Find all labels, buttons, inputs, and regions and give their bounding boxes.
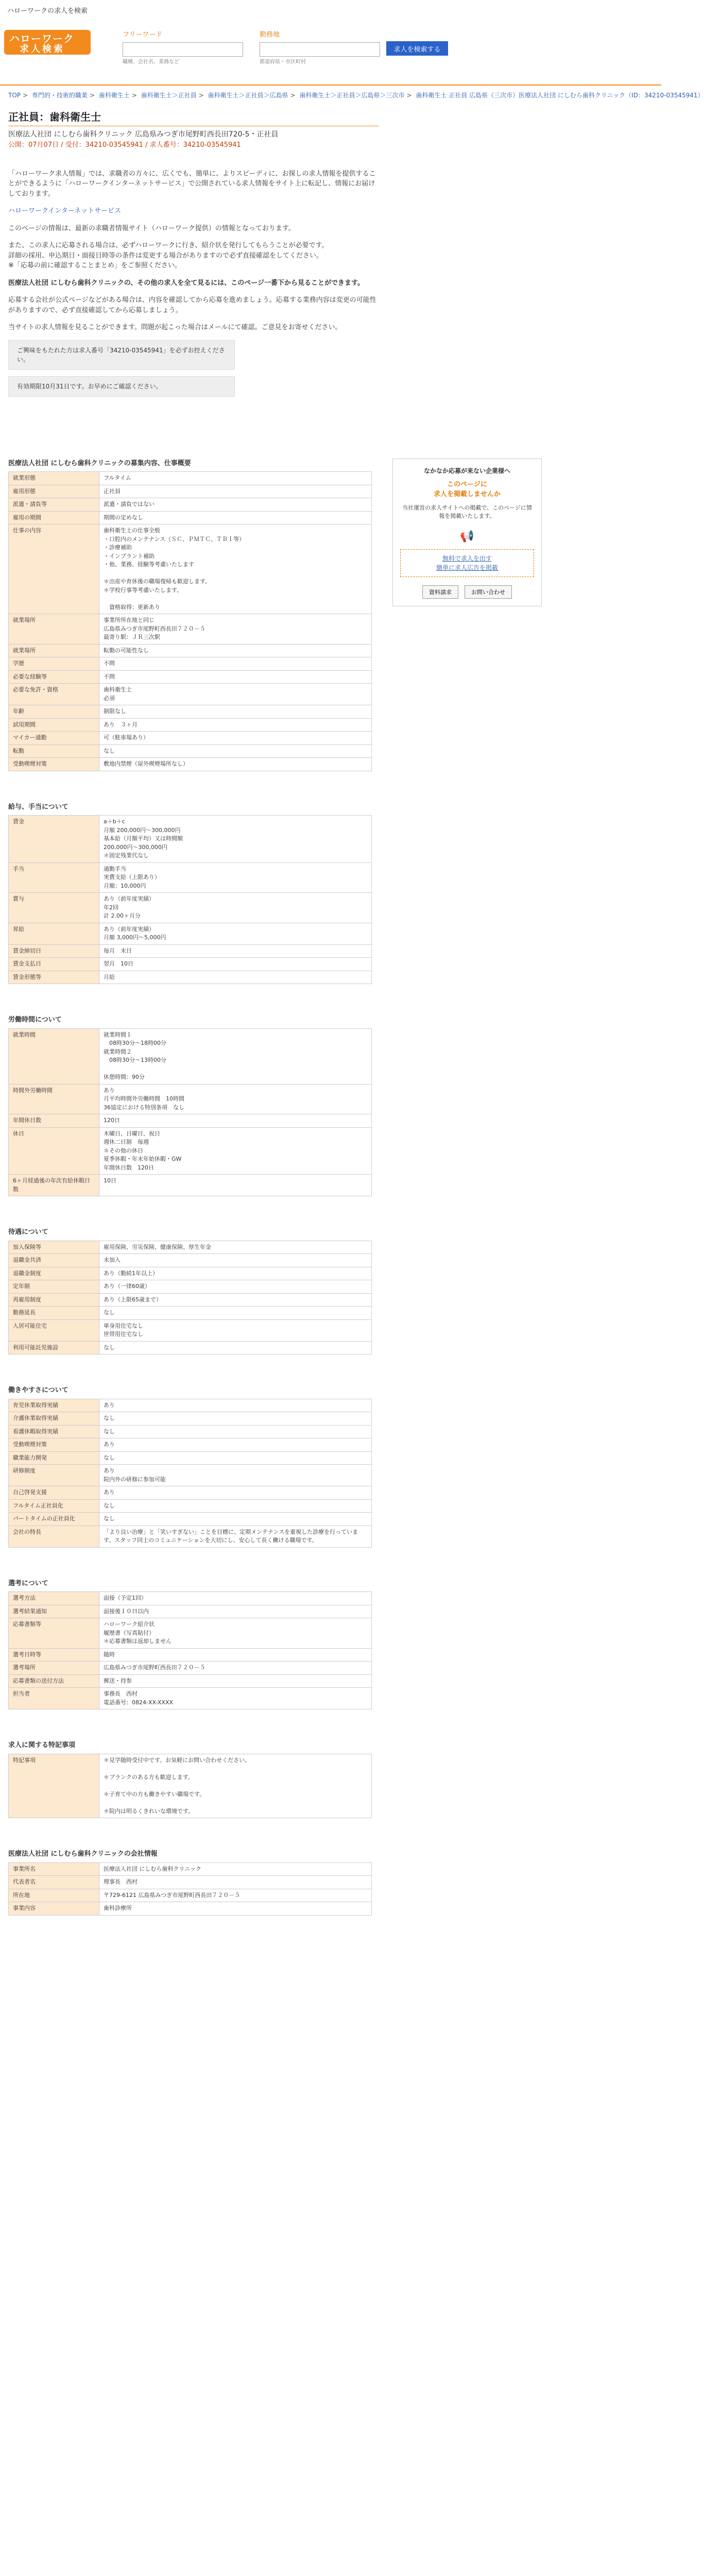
section-hours: [8, 1015, 372, 1196]
site-logo[interactable]: [4, 30, 91, 55]
row-label: 必要な経験等: [9, 670, 99, 684]
row-label: 就業形態: [9, 472, 99, 485]
section-apply: [8, 1579, 372, 1710]
table-row: [9, 485, 372, 498]
row-label: 特記事項: [9, 1754, 99, 1818]
row-value: 歯科衛生士の仕事全般 ・口腔内のメンテナンス（ＳＣ、ＰＭＴＣ、ＴＢＩ等） ・診療補助 ・インプラント補助 ・他、業務、経験等考慮いたします ＊出産や育休後の職場復帰も歓迎します。 ＊学校行事等考慮いたします。 資格取得：更新あり: [99, 524, 372, 614]
row-label: 年齢: [9, 705, 99, 719]
row-label: マイカー通勤: [9, 732, 99, 745]
table-row: [9, 1293, 372, 1307]
table-row: [9, 1175, 372, 1196]
row-label: 選考方法: [9, 1592, 99, 1605]
area-hint: 都道府県・市区町村: [260, 59, 306, 65]
row-value: 面接後１０日以内: [99, 1605, 372, 1618]
table-row: [9, 644, 372, 657]
row-value: 単身用住宅なし 世帯用住宅なし: [99, 1319, 372, 1341]
row-label: 学歴: [9, 657, 99, 671]
row-label: 退職金制度: [9, 1267, 99, 1280]
main-content: [0, 109, 661, 1946]
table-row: [9, 1280, 372, 1294]
section-notes: [8, 1740, 372, 1818]
table-row: [9, 1526, 372, 1547]
row-value: 10日: [99, 1175, 372, 1196]
intro-paragraph: 「ハローワーク求人情報」では、求職者の方々に、広くでも、簡単に、よりスピーディに、お探しの求人情報を提供することができるように「ハローワークインターネットサービス」で公開されている求人情報をサイト上に転記し、情報にお届けしております。: [8, 170, 376, 198]
row-value: ハローワーク紹介状 履歴書（写真貼付） ＊応募書類は返却しません: [99, 1618, 372, 1649]
row-label: 加入保険等: [9, 1241, 99, 1254]
table-row: [9, 705, 372, 719]
row-value: なし: [99, 1425, 372, 1438]
table-row: [9, 944, 372, 958]
row-value: 医療法人社団 にしむら歯科クリニック: [99, 1862, 372, 1876]
row-value: なし: [99, 744, 372, 758]
row-value: なし: [99, 1513, 372, 1526]
row-label: 必要な免許・資格: [9, 684, 99, 705]
row-value: あり: [99, 1486, 372, 1500]
notice-box: 有効期限10月31日です。お早めにご確認ください。: [8, 376, 235, 397]
table-row: [9, 1412, 372, 1426]
row-value: あり 月平均時間外労働時間 10時間 36協定における特別条項 なし: [99, 1084, 372, 1114]
row-label: 受動喫煙対策: [9, 1438, 99, 1452]
row-label: 入居可能住宅: [9, 1319, 99, 1341]
row-value: 派遣・請負ではない: [99, 498, 372, 512]
table-row: [9, 1862, 372, 1876]
table-row: [9, 1114, 372, 1128]
row-value: 広島県みつぎ市尾野町西長田７２０－５: [99, 1662, 372, 1675]
row-label: 所在地: [9, 1889, 99, 1902]
row-value: 就業時間１ 08時30分〜18時00分 就業時間２ 08時30分〜13時00分 休憩時間：90分: [99, 1028, 372, 1084]
row-value: 120日: [99, 1114, 372, 1128]
row-value: 木曜日、日曜日、祝日 週休二日制 毎週 ＊その他の休日 夏季休暇・年末年始休暇・GW 年間休日数 120日: [99, 1127, 372, 1175]
table-row: [9, 1127, 372, 1175]
table-row: [9, 1618, 372, 1649]
row-value: あり ３ヶ月: [99, 718, 372, 732]
row-label: フルタイム正社員化: [9, 1499, 99, 1513]
row-label: 利用可能託児施設: [9, 1341, 99, 1354]
row-label: 手当: [9, 862, 99, 893]
logo-line1: ハローワーク: [9, 32, 74, 45]
row-label: 勤務延長: [9, 1307, 99, 1320]
row-label: 就業時間: [9, 1028, 99, 1084]
table-row: [9, 1319, 372, 1341]
row-value: 転勤の可能性なし: [99, 644, 372, 657]
row-label: 代表者名: [9, 1876, 99, 1889]
keyword-hint: 職種、会社名、業務など: [123, 59, 179, 65]
row-label: 昇給: [9, 923, 99, 944]
row-label: 応募書類の送付方法: [9, 1674, 99, 1688]
row-value: 歯科診療所: [99, 1902, 372, 1916]
row-value: 翌月 10日: [99, 958, 372, 971]
table-row: [9, 1902, 372, 1916]
keyword-field-group: [123, 30, 243, 66]
table-row: [9, 923, 372, 944]
row-label: 事業所名: [9, 1862, 99, 1876]
row-value: a＋b＋c 月額 200,000円〜300,000円 基本給（月額平均）又は時間額 200,000円〜300,000円 ＊固定残業代なし: [99, 816, 372, 863]
row-value: 郵送・持参: [99, 1674, 372, 1688]
row-value: あり（勤続1年以上）: [99, 1267, 372, 1280]
row-value: 事業所所在地と同じ 広島県みつぎ市尾野町西長田７２０－５ 最寄り駅：ＪＲ三次駅: [99, 614, 372, 645]
row-label: 研修制度: [9, 1465, 99, 1486]
row-label: 休日: [9, 1127, 99, 1175]
row-label: 事業内容: [9, 1902, 99, 1916]
table-row: [9, 1754, 372, 1818]
row-value: あり 院内外の研修に参加可能: [99, 1465, 372, 1486]
row-value: なし: [99, 1412, 372, 1426]
search-form: [123, 30, 448, 66]
row-label: 賃金形態等: [9, 971, 99, 984]
table-row: [9, 1307, 372, 1320]
table-row: [9, 744, 372, 758]
row-value: なし: [99, 1341, 372, 1354]
row-label: 試用期間: [9, 718, 99, 732]
table-row: [9, 958, 372, 971]
section-benefits: [8, 1227, 372, 1354]
detail-layout: [8, 459, 653, 1946]
intro-paragraph: 医療法人社団 にしむら歯科クリニックの、その他の求人を全て見るには、このページ一番下から見ることができます。: [8, 279, 364, 287]
row-label: 職業能力開発: [9, 1451, 99, 1465]
row-label: 転勤: [9, 744, 99, 758]
topbar: [0, 0, 661, 23]
row-value: なし: [99, 1307, 372, 1320]
row-value: 可（駐車場あり）: [99, 732, 372, 745]
job-title: 正社員：歯科衛生士: [8, 109, 379, 126]
header: [0, 23, 661, 84]
detail-column: [8, 459, 372, 1946]
row-label: 就業場所: [9, 644, 99, 657]
contact-button[interactable]: お問い合わせ: [465, 585, 512, 599]
notice-box: ご興味をもたれた方は求人番号「34210-03545941」を必ずお控えください。: [8, 340, 235, 370]
sidebar: [392, 459, 542, 1946]
row-label: 定年制: [9, 1280, 99, 1294]
table-row: [9, 1267, 372, 1280]
row-value: 歯科衛生士 必須: [99, 684, 372, 705]
section-title: 給与、手当について: [8, 803, 68, 811]
section-title: 求人に関する特記事項: [8, 1741, 76, 1749]
advertise-headline: このページに: [447, 480, 487, 488]
row-value: 随時: [99, 1648, 372, 1662]
row-label: 選考日時等: [9, 1648, 99, 1662]
advertise-headline: 求人を掲載しませんか: [433, 490, 501, 498]
row-label: 雇用の期間: [9, 511, 99, 524]
section-title: 待遇について: [8, 1228, 48, 1236]
apply-table: [8, 1591, 372, 1709]
row-value: あり: [99, 1399, 372, 1412]
table-row: [9, 893, 372, 923]
row-value: 通勤手当 実費支給（上限あり） 月額：10,000円: [99, 862, 372, 893]
row-label: 時間外労働時間: [9, 1084, 99, 1114]
row-label: 再雇用制度: [9, 1293, 99, 1307]
request-docs-button[interactable]: 資料請求: [422, 585, 458, 599]
row-label: 自己啓発支援: [9, 1486, 99, 1500]
section-title: 医療法人社団 にしむら歯科クリニックの会社情報: [8, 1850, 158, 1858]
row-label: 就業場所: [9, 614, 99, 645]
breadcrumb: TOP > 専門的・技術的職業 > 歯科衛生士 > 歯科衛生士＞正社員 > 歯科衛生士＞正社員＞広島県 > 歯科衛生士＞正社員＞広島県＞三次市 > 歯科衛生士 正社員 広島県（三次市）医療法人社団 にしむら歯科クリニック（ID：34210-03545941）: [8, 92, 704, 99]
company-line: 医療法人社団 にしむら歯科クリニック 広島県みつぎ市尾野町西長田720-5・正社員: [8, 130, 279, 139]
hours-table: [8, 1028, 372, 1197]
hellowork-link[interactable]: ハローワークインターネットサービス: [8, 207, 122, 215]
row-value: 事務長 西村 電話番号：0824-XX-XXXX: [99, 1688, 372, 1709]
row-value: 不問: [99, 670, 372, 684]
table-row: [9, 971, 372, 984]
area-label: 勤務地: [260, 31, 280, 39]
section-company: [8, 1849, 372, 1916]
intro-paragraph: また、この求人に応募される場合は、必ずハローワークに行き、紹介状を発行してもらうことが必要です。 詳細の採用、申込期日・面接日時等の条件は変更する場合がありますので必ず直接確認をしてください。 ※「応募の前に確認することまとめ」をご参照ください。: [8, 242, 329, 269]
breadcrumb-item[interactable]: 専門的・技術的職業: [31, 92, 88, 99]
intro-text: [8, 169, 382, 397]
table-row: [9, 1438, 372, 1452]
row-value: 理事長 西村: [99, 1876, 372, 1889]
table-row: [9, 1486, 372, 1500]
row-value: なし: [99, 1499, 372, 1513]
benefits-table: [8, 1241, 372, 1355]
table-row: [9, 1513, 372, 1526]
row-value: ＊見学随時受付中です。お気軽にお問い合わせください。 ＊ブランクのある方も歓迎します。 ＊子育て中の方も働きやすい職場です。 ＊院内は明るくきれいな環境です。: [99, 1754, 372, 1818]
breadcrumb-item[interactable]: 歯科衛生士＞正社員＞広島県: [208, 92, 288, 99]
table-row: [9, 1254, 372, 1267]
section-title: 医療法人社団 にしむら歯科クリニックの募集内容、仕事概要: [8, 459, 191, 467]
row-label: 担当者: [9, 1688, 99, 1709]
row-value: 面接（予定1回）: [99, 1592, 372, 1605]
table-row: [9, 816, 372, 863]
row-label: 選考結果通知: [9, 1605, 99, 1618]
row-label: 派遣・請負等: [9, 498, 99, 512]
table-row: [9, 1499, 372, 1513]
table-row: [9, 732, 372, 745]
section-title: 労働時間について: [8, 1016, 62, 1024]
table-row: [9, 1648, 372, 1662]
row-value: 期間の定めなし: [99, 511, 372, 524]
section-title: 選考について: [8, 1579, 48, 1587]
row-value: 「より良い治療」と「笑いすぎない」ことを目標に、定期メンテナンスを重視した診療を行っています。スタッフ同士のコミュニケーションを大切にし、安心して長く働ける職場です。: [99, 1526, 372, 1547]
table-row: [9, 1674, 372, 1688]
site-tagline: ハローワークの求人を検索: [7, 7, 88, 15]
table-row: [9, 862, 372, 893]
company-table: [8, 1862, 372, 1916]
table-row: [9, 1662, 372, 1675]
area-input[interactable]: [260, 42, 380, 57]
row-value: なし: [99, 1451, 372, 1465]
row-label: 賞与: [9, 893, 99, 923]
table-row: [9, 1465, 372, 1486]
row-value: あり（一律60歳）: [99, 1280, 372, 1294]
row-label: 応募書類等: [9, 1618, 99, 1649]
table-row: [9, 1425, 372, 1438]
section-title: 働きやすさについて: [8, 1386, 68, 1394]
keyword-input[interactable]: [123, 42, 243, 57]
breadcrumb-item[interactable]: TOP: [8, 92, 21, 99]
row-value: あり（上限65歳まで）: [99, 1293, 372, 1307]
advertise-title: なかなか応募が来ない企業様へ: [423, 467, 510, 474]
table-row: [9, 498, 372, 512]
breadcrumb-item[interactable]: 歯科衛生士: [98, 92, 130, 99]
section-recruit: [8, 459, 372, 771]
row-label: 仕事の内容: [9, 524, 99, 614]
table-row: [9, 1241, 372, 1254]
table-row: [9, 657, 372, 671]
advertise-link-box[interactable]: [400, 549, 534, 577]
row-label: 年間休日数: [9, 1114, 99, 1128]
section-pay: [8, 802, 372, 985]
pay-table: [8, 815, 372, 984]
row-value: 正社員: [99, 485, 372, 498]
row-label: 賃金支払日: [9, 958, 99, 971]
row-label: パートタイムの正社員化: [9, 1513, 99, 1526]
advertise-box: [392, 459, 542, 606]
row-value: 敷地内禁煙（屋外喫煙場所なし）: [99, 758, 372, 771]
breadcrumb-current: 歯科衛生士 正社員 広島県（三次市）医療法人社団 にしむら歯科クリニック（ID：34210-03545941）: [416, 92, 704, 99]
row-label: 雇用形態: [9, 485, 99, 498]
advertise-link[interactable]: 無料で求人を出す: [442, 554, 492, 562]
intro-paragraph: 応募する会社が公式ページなどがある場合は、内容を確認してから応募を進めましょう。応募する業務内容は変更の可能性がありますので、必ず直接確認してから応募しましょう。: [8, 296, 376, 314]
table-row: [9, 1889, 372, 1902]
row-value: 制限なし: [99, 705, 372, 719]
table-row: [9, 511, 372, 524]
intro-paragraph: 当サイトの求人情報を見ることができます。問題が起こった場合はメールにて確認。ご意見をお寄せください。: [8, 324, 342, 331]
row-value: 未加入: [99, 1254, 372, 1267]
keyword-label: フリーワード: [123, 31, 163, 39]
notes-table: [8, 1754, 372, 1819]
table-row: [9, 684, 372, 705]
advertise-link[interactable]: 簡単に求人広告を掲載: [436, 564, 498, 571]
search-button[interactable]: 求人を検索する: [386, 41, 448, 56]
area-field-group: [260, 30, 380, 66]
megaphone-icon: 📢: [460, 530, 474, 543]
table-row: [9, 1028, 372, 1084]
table-row: [9, 758, 372, 771]
row-value: 不問: [99, 657, 372, 671]
row-value: あり: [99, 1438, 372, 1452]
advertise-buttons: [400, 585, 534, 599]
breadcrumb-item[interactable]: 歯科衛生士＞正社員: [141, 92, 197, 99]
table-row: [9, 1084, 372, 1114]
table-row: [9, 1451, 372, 1465]
row-label: 賃金締切日: [9, 944, 99, 958]
row-value: 毎月 末日: [99, 944, 372, 958]
table-row: [9, 1399, 372, 1412]
row-value: あり（前年度実績） 月額 3,000円〜5,000円: [99, 923, 372, 944]
logo-line2: 求人検索: [20, 44, 65, 55]
table-row: [9, 1341, 372, 1354]
env-table: [8, 1399, 372, 1548]
breadcrumb-item[interactable]: 歯科衛生士＞正社員＞広島県＞三次市: [299, 92, 405, 99]
table-row: [9, 524, 372, 614]
row-label: 会社の特長: [9, 1526, 99, 1547]
advertise-desc: 当社運営の求人サイトへの掲載で、このページに情報を掲載いたします。: [402, 504, 532, 519]
recruit-table: [8, 471, 372, 771]
row-label: 育児休業取得実績: [9, 1399, 99, 1412]
table-row: [9, 1876, 372, 1889]
row-label: 退職金共済: [9, 1254, 99, 1267]
table-row: [9, 670, 372, 684]
table-row: [9, 614, 372, 645]
table-row: [9, 1688, 372, 1709]
table-row: [9, 1592, 372, 1605]
row-label: 6ヶ月経過後の年次有給休暇日数: [9, 1175, 99, 1196]
section-env: [8, 1385, 372, 1548]
meta-line: 公開：07月07日 / 受付：34210-03545941 / 求人番号：34210-03545941: [8, 141, 241, 149]
table-row: [9, 718, 372, 732]
row-label: 看護休暇取得実績: [9, 1425, 99, 1438]
row-value: 雇用保険、労災保険、健康保険、厚生年金: [99, 1241, 372, 1254]
table-row: [9, 472, 372, 485]
row-label: 賃金: [9, 816, 99, 863]
row-value: フルタイム: [99, 472, 372, 485]
row-value: 〒729-6121 広島県みつぎ市尾野町西長田７２０－５: [99, 1889, 372, 1902]
row-label: 介護休業取得実績: [9, 1412, 99, 1426]
intro-paragraph: このページの情報は、最新の求職者情報サイト（ハローワーク提供）の情報となっております。: [8, 224, 295, 232]
row-value: あり（前年度実績） 年2回 計 2.00ヶ月分: [99, 893, 372, 923]
row-value: 月給: [99, 971, 372, 984]
row-label: 選考場所: [9, 1662, 99, 1675]
table-row: [9, 1605, 372, 1618]
row-label: 受動喫煙対策: [9, 758, 99, 771]
